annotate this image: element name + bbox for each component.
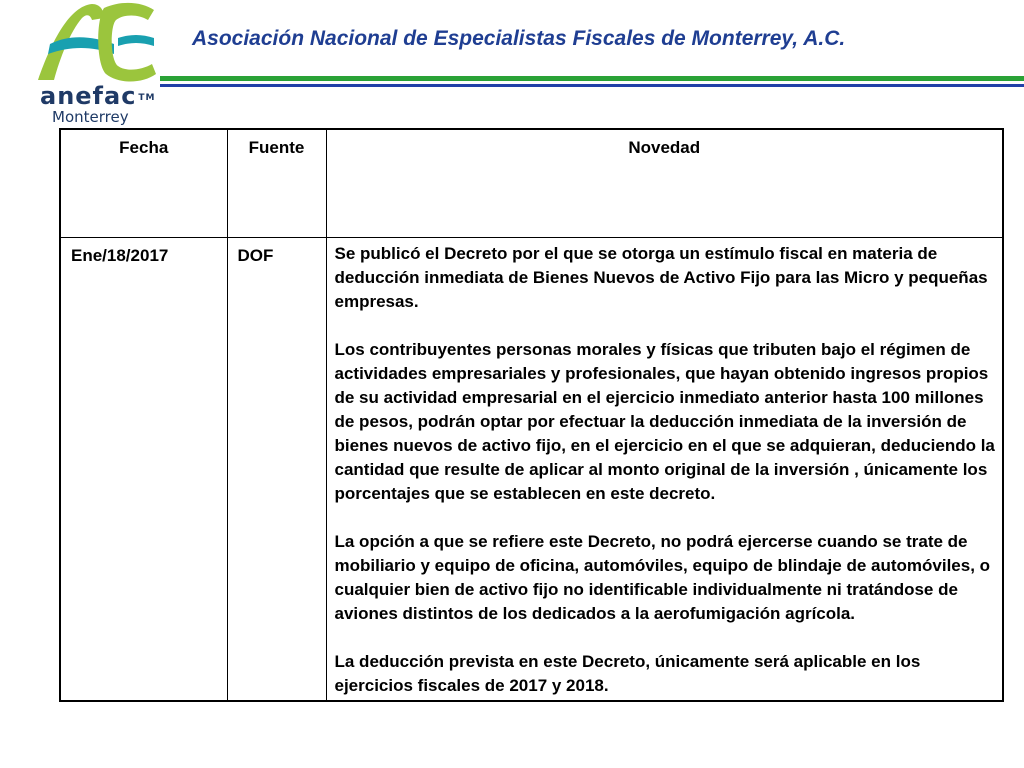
header-divider-green — [160, 76, 1024, 81]
news-table — [59, 128, 1004, 702]
header-divider-blue — [160, 84, 1024, 87]
news-paragraph: La deducción prevista en este Decreto, únicamente será aplicable en los ejercicios fiscales de 2017 y 2018. — [334, 651, 921, 695]
news-paragraph: Los contribuyentes personas morales y físicas que tributen bajo el régimen de actividades empresariales y profesionales, que hayan obtenido ingresos propios de su actividad empresarial en el ejercicio inmediato anterior hasta 100 millones de pesos, podrán optar por efectuar la deducción inmediata de la inversión de bienes nuevos de activo fijo, en el ejercicio en el que se adquieran, deduciendo la cantidad que resulte de aplicar al monto original de la inversión , únicamente los porcentajes que se establecen en este decreto. — [334, 339, 995, 503]
logo-subtitle: Monterrey — [52, 108, 129, 126]
logo-wordmark — [40, 84, 156, 108]
anefac-ae-mark-icon — [30, 0, 160, 84]
column-header-date: Fecha — [60, 129, 227, 237]
logo-name: anefac — [40, 82, 137, 110]
column-header-source: Fuente — [227, 129, 326, 237]
table-row — [60, 237, 1003, 701]
logo-trademark: TM — [138, 93, 156, 103]
page-title: Asociación Nacional de Especialistas Fiscales de Monterrey, A.C. — [192, 27, 846, 50]
column-header-news: Novedad — [326, 129, 1003, 237]
source-cell: DOF — [227, 237, 326, 701]
news-paragraph: La opción a que se refiere este Decreto, no podrá ejercerse cuando se trate de mobiliario y equipo de oficina, automóviles, equipo de blindaje de automóviles, o cualquier bien de activo fijo no identificable individualmente ni tratándose de aviones distintos de los dedicados a la aerofumigación agrícola. — [334, 531, 991, 623]
news-paragraph: Se publicó el Decreto por el que se otorga un estímulo fiscal en materia de deducción inmediata de Bienes Nuevos de Activo Fijo para las Micro y pequeñas empresas. — [334, 243, 988, 311]
table-header-row — [60, 129, 1003, 237]
news-cell — [326, 237, 1003, 701]
date-cell: Ene/18/2017 — [60, 237, 227, 701]
